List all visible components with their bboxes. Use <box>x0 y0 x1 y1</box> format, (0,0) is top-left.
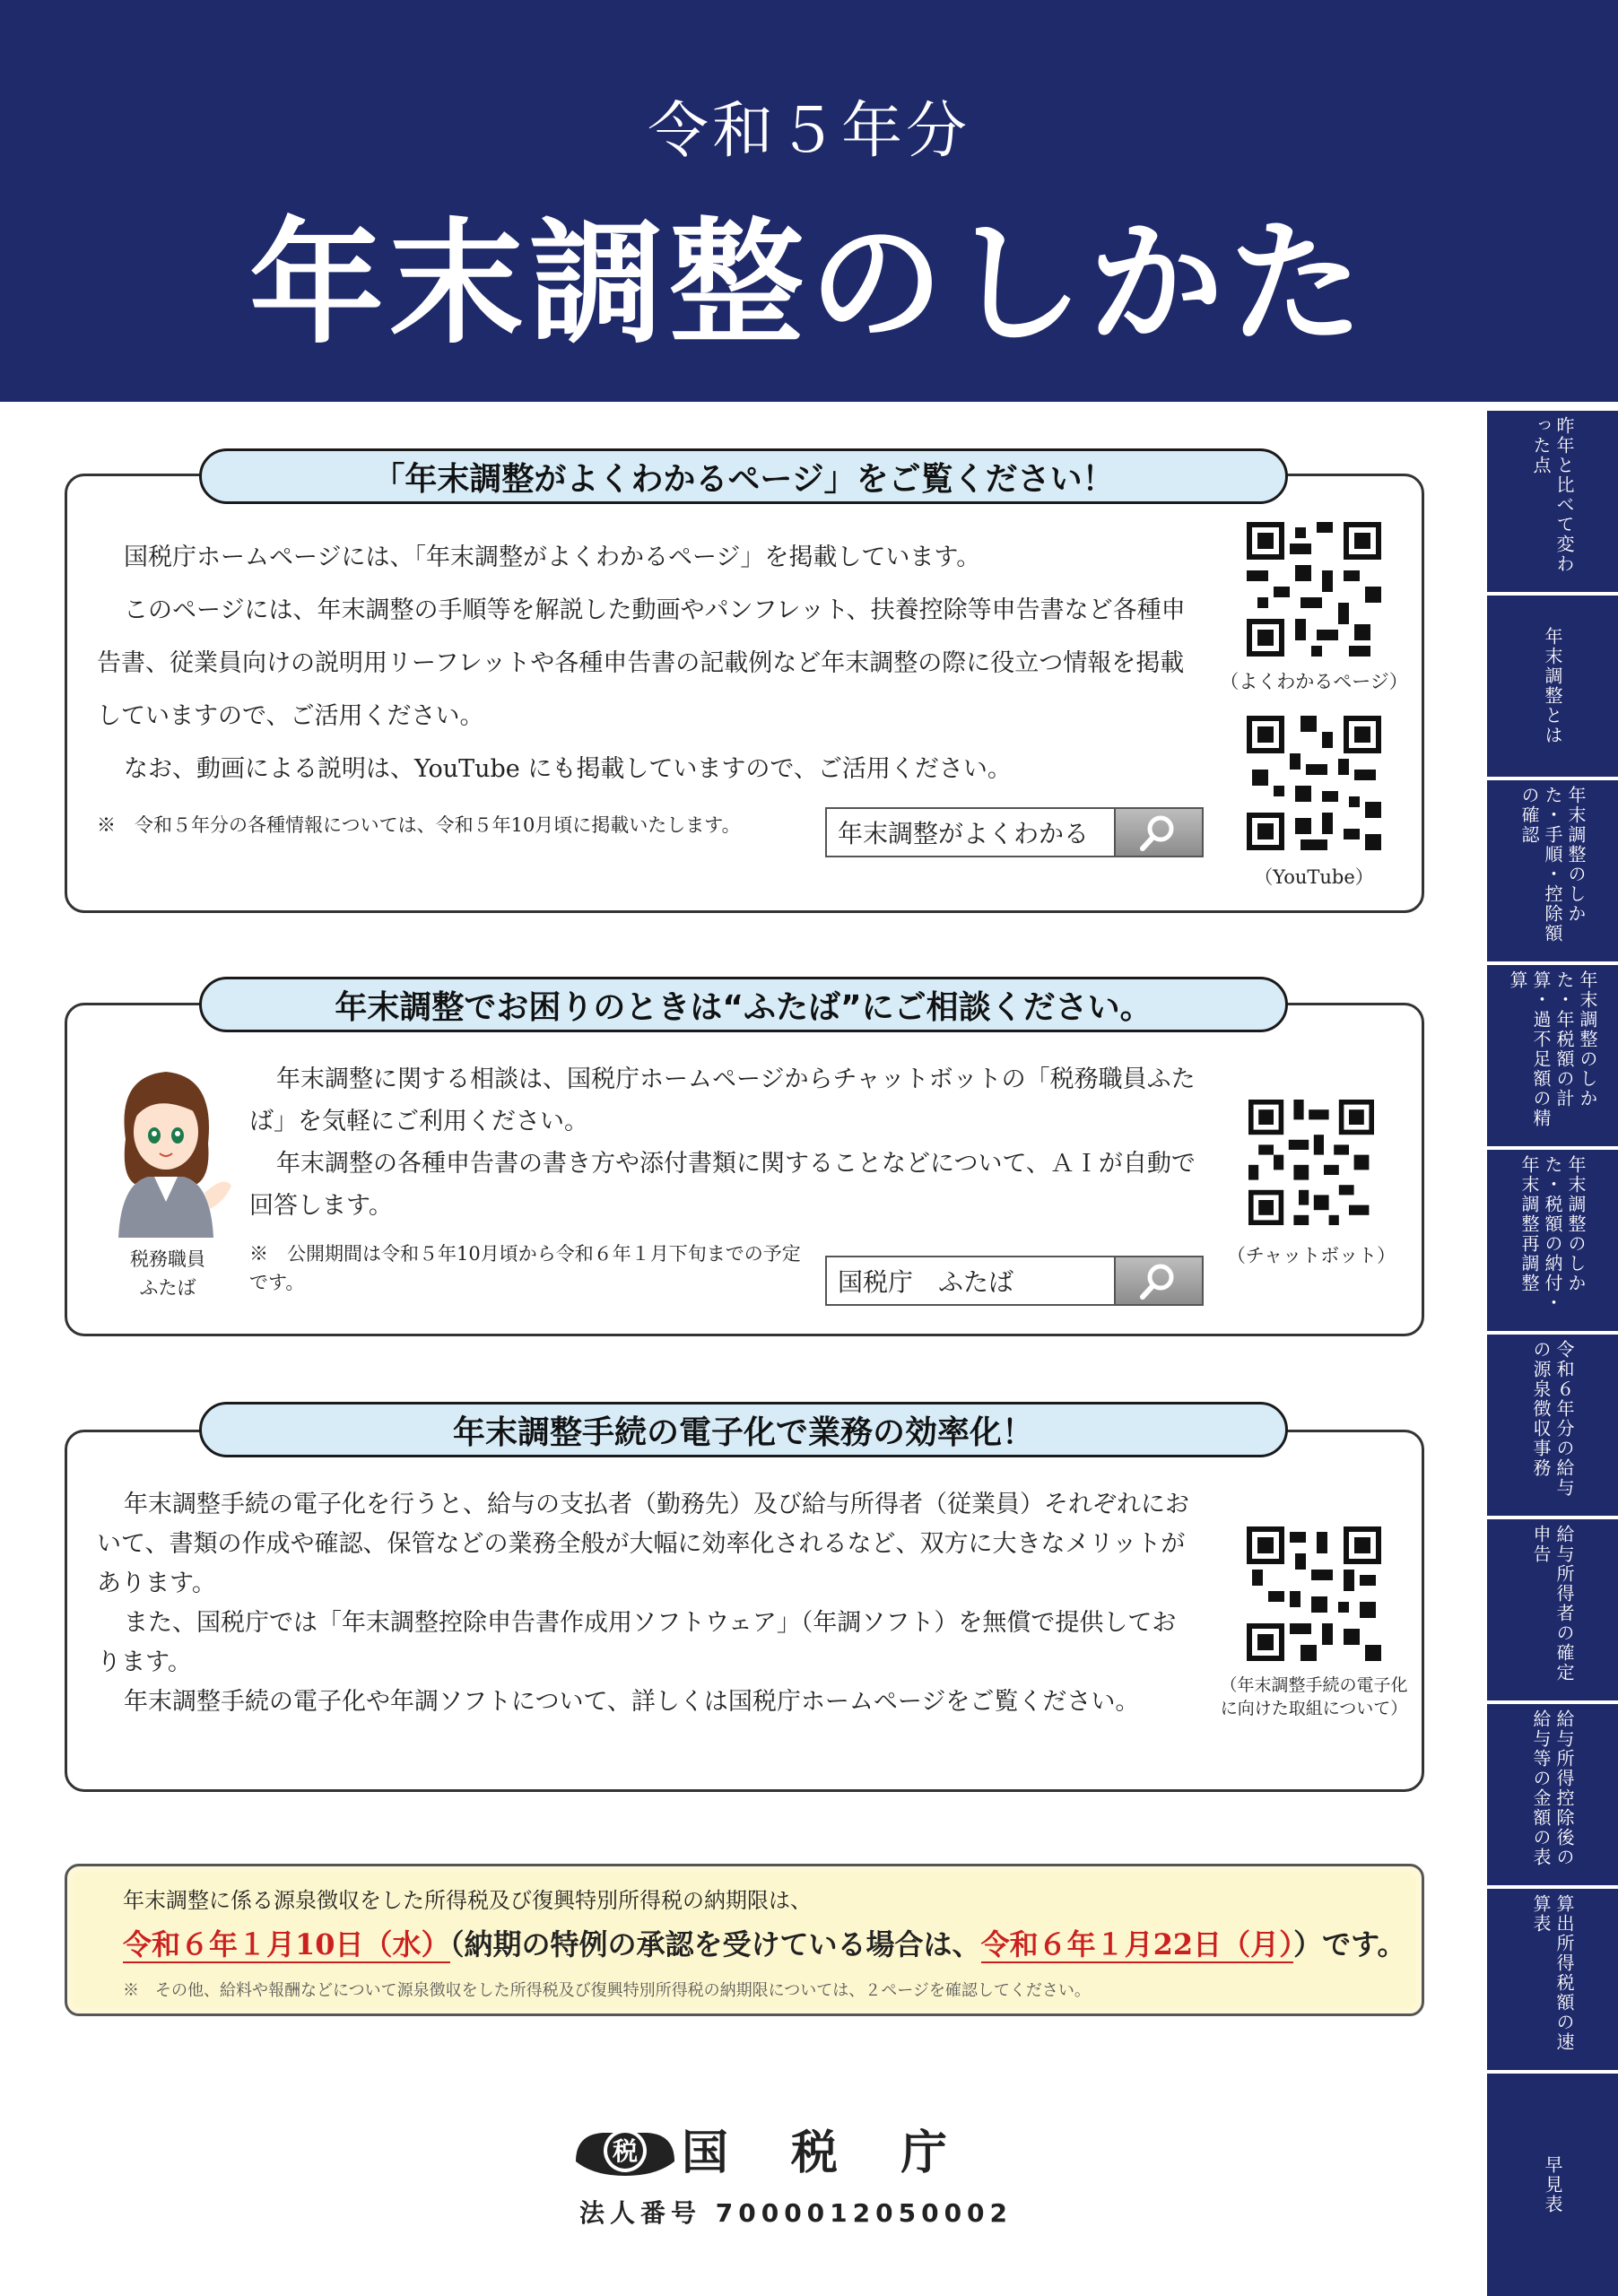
search-box-text: 年末調整がよくわかる <box>827 809 1116 856</box>
agency-name: 国税庁 <box>682 2126 1011 2180</box>
qr-code-chatbot[interactable] <box>1248 1100 1374 1225</box>
sidebar-tab-label: 令和６年分の給与の源泉徴収事務 <box>1530 1340 1575 1498</box>
page-title: 年末調整のしかた <box>248 206 1369 362</box>
deadline-date-standard: 令和６年１月10日（水） <box>123 1927 450 1961</box>
sidebar-tab-final-return[interactable] <box>1487 1519 1618 1704</box>
section-digitalization-heading: 年末調整手続の電子化で業務の効率化！ <box>199 1402 1288 1457</box>
sidebar-tab-label: 算出所得税額の速算表 <box>1530 1894 1575 2052</box>
deadline-middle-text: （納期の特例の承認を受けている場合は、 <box>449 1927 981 1961</box>
paragraph: 国税庁ホームページには、「年末調整がよくわかるページ」を掲載しています。 <box>124 544 981 571</box>
paragraph: 年末調整手続の電子化を行うと、給与の支払者（勤務先）及び給与所得者（従業員）それぞれにおいて、書類の作成や確認、保管などの業務全般が大幅に効率化されるなど、双方に大きなメリットがあります。 <box>97 1491 1189 1597</box>
paragraph: 年末調整に関する相談は、国税庁ホームページからチャットボットの「税務職員ふたば」を気軽にご利用ください。 <box>249 1065 1196 1135</box>
sidebar-tab-payment[interactable] <box>1487 1150 1618 1335</box>
sidebar-index <box>1487 411 1618 2296</box>
paragraph: また、国税庁では「年末調整控除申告書作成用ソフトウェア」（年調ソフト）を無償で提供しております。 <box>97 1609 1177 1676</box>
sidebar-tab-label: 給与所得者の確定申告 <box>1530 1525 1575 1683</box>
section-guide-note: ※ 令和５年分の各種情報については、令和５年10月頃に掲載いたします。 <box>97 814 741 836</box>
qr-caption-digitalization: （年末調整手続の電子化に向けた取組について） <box>1220 1675 1408 1718</box>
deadline-tail-text: ）です。 <box>1293 1927 1406 1961</box>
paragraph: このページには、年末調整の手順等を解説した動画やパンフレット、扶養控除等申告書など各種申告書、従業員向けの説明用リーフレットや各種申告書の記載例など年末調整の際に役立つ情報を掲載していますので、ご活用ください。 <box>97 596 1186 730</box>
paragraph: 年末調整の各種申告書の書き方や添付書類に関することなどについて、ＡＩが自動で回答します。 <box>249 1150 1196 1220</box>
nta-logo-icon <box>567 2117 683 2181</box>
sidebar-tab-label: 給与所得控除後の給与等の金額の表 <box>1530 1709 1575 1867</box>
paragraph: 年末調整手続の電子化や年調ソフトについて、詳しくは国税庁ホームページをご覧ください。 <box>124 1688 1140 1716</box>
sidebar-tab-label: 年末調整とは <box>1542 627 1563 745</box>
section-futaba-note: ※ 公開期間は令和５年10月頃から令和６年１月下旬までの予定です。 <box>249 1243 801 1293</box>
search-icon[interactable] <box>1116 809 1202 856</box>
qr-caption-guide: （よくわかるページ） <box>1220 671 1408 692</box>
logo-char: 税 <box>612 2136 639 2166</box>
sidebar-tab-label: 早見表 <box>1542 2155 1563 2214</box>
sidebar-tab-procedure[interactable] <box>1487 780 1618 965</box>
section-guide-heading: 「年末調整がよくわかるページ」をご覧ください！ <box>199 448 1288 504</box>
qr-code-youtube[interactable] <box>1247 716 1381 850</box>
deadline-dates <box>123 1922 1406 1963</box>
qr-caption-youtube: （YouTube） <box>1254 866 1374 888</box>
mascot-caption: 税務職員 ふたば <box>130 1248 205 1299</box>
deadline-intro: 年末調整に係る源泉徴収をした所得税及び復興特別所得税の納期限は、 <box>123 1888 812 1913</box>
sidebar-tab-label: 年末調整のしかた・年税額の計算・過不足額の精算 <box>1507 970 1598 1128</box>
section-digitalization-body <box>97 1485 1196 1722</box>
sidebar-tab-label: 年末調整のしかた・手順・控除額の確認 <box>1518 786 1587 944</box>
mascot-futaba-image <box>99 1058 233 1238</box>
search-icon[interactable] <box>1116 1257 1202 1304</box>
paragraph: なお、動画による説明は、YouTube にも掲載していますので、ご活用ください。 <box>124 755 1012 783</box>
sidebar-tab-quick-chart[interactable] <box>1487 2074 1618 2296</box>
search-box-futaba[interactable] <box>825 1256 1204 1306</box>
sidebar-tab-about[interactable] <box>1487 596 1618 780</box>
section-guide-body <box>97 531 1200 796</box>
corporate-number: 法人番号 7000012050002 <box>579 2198 1013 2228</box>
qr-code-digitalization[interactable] <box>1247 1526 1381 1661</box>
sidebar-tab-tax-table[interactable] <box>1487 1889 1618 2074</box>
sidebar-tab-income-table[interactable] <box>1487 1704 1618 1889</box>
section-futaba-heading: 年末調整でお困りのときは“ふたば”にご相談ください。 <box>199 977 1288 1032</box>
deadline-note: ※ その他、給料や報酬などについて源泉徴収をした所得税及び復興特別所得税の納期限については、２ページを確認してください。 <box>123 1981 1091 2000</box>
deadline-date-special: 令和６年１月22日（月） <box>980 1927 1294 1961</box>
year-label: 令和５年分 <box>647 96 970 167</box>
qr-caption-chatbot: （チャットボット） <box>1226 1245 1396 1266</box>
search-box-guide[interactable] <box>825 807 1204 857</box>
sidebar-tab-label: 昨年と比べて変わった点 <box>1530 416 1575 574</box>
sidebar-tab-next-year[interactable] <box>1487 1335 1618 1519</box>
qr-code-guide[interactable] <box>1247 522 1381 657</box>
sidebar-tab-changes[interactable] <box>1487 411 1618 596</box>
search-box-text: 国税庁 ふたば <box>827 1257 1116 1304</box>
header-banner <box>0 0 1618 402</box>
section-futaba-body <box>249 1058 1200 1227</box>
deadline-notice <box>65 1864 1424 2016</box>
sidebar-tab-label: 年末調整のしかた・税額の納付・年末調整再調整 <box>1518 1155 1587 1313</box>
sidebar-tab-calculation[interactable] <box>1487 965 1618 1150</box>
